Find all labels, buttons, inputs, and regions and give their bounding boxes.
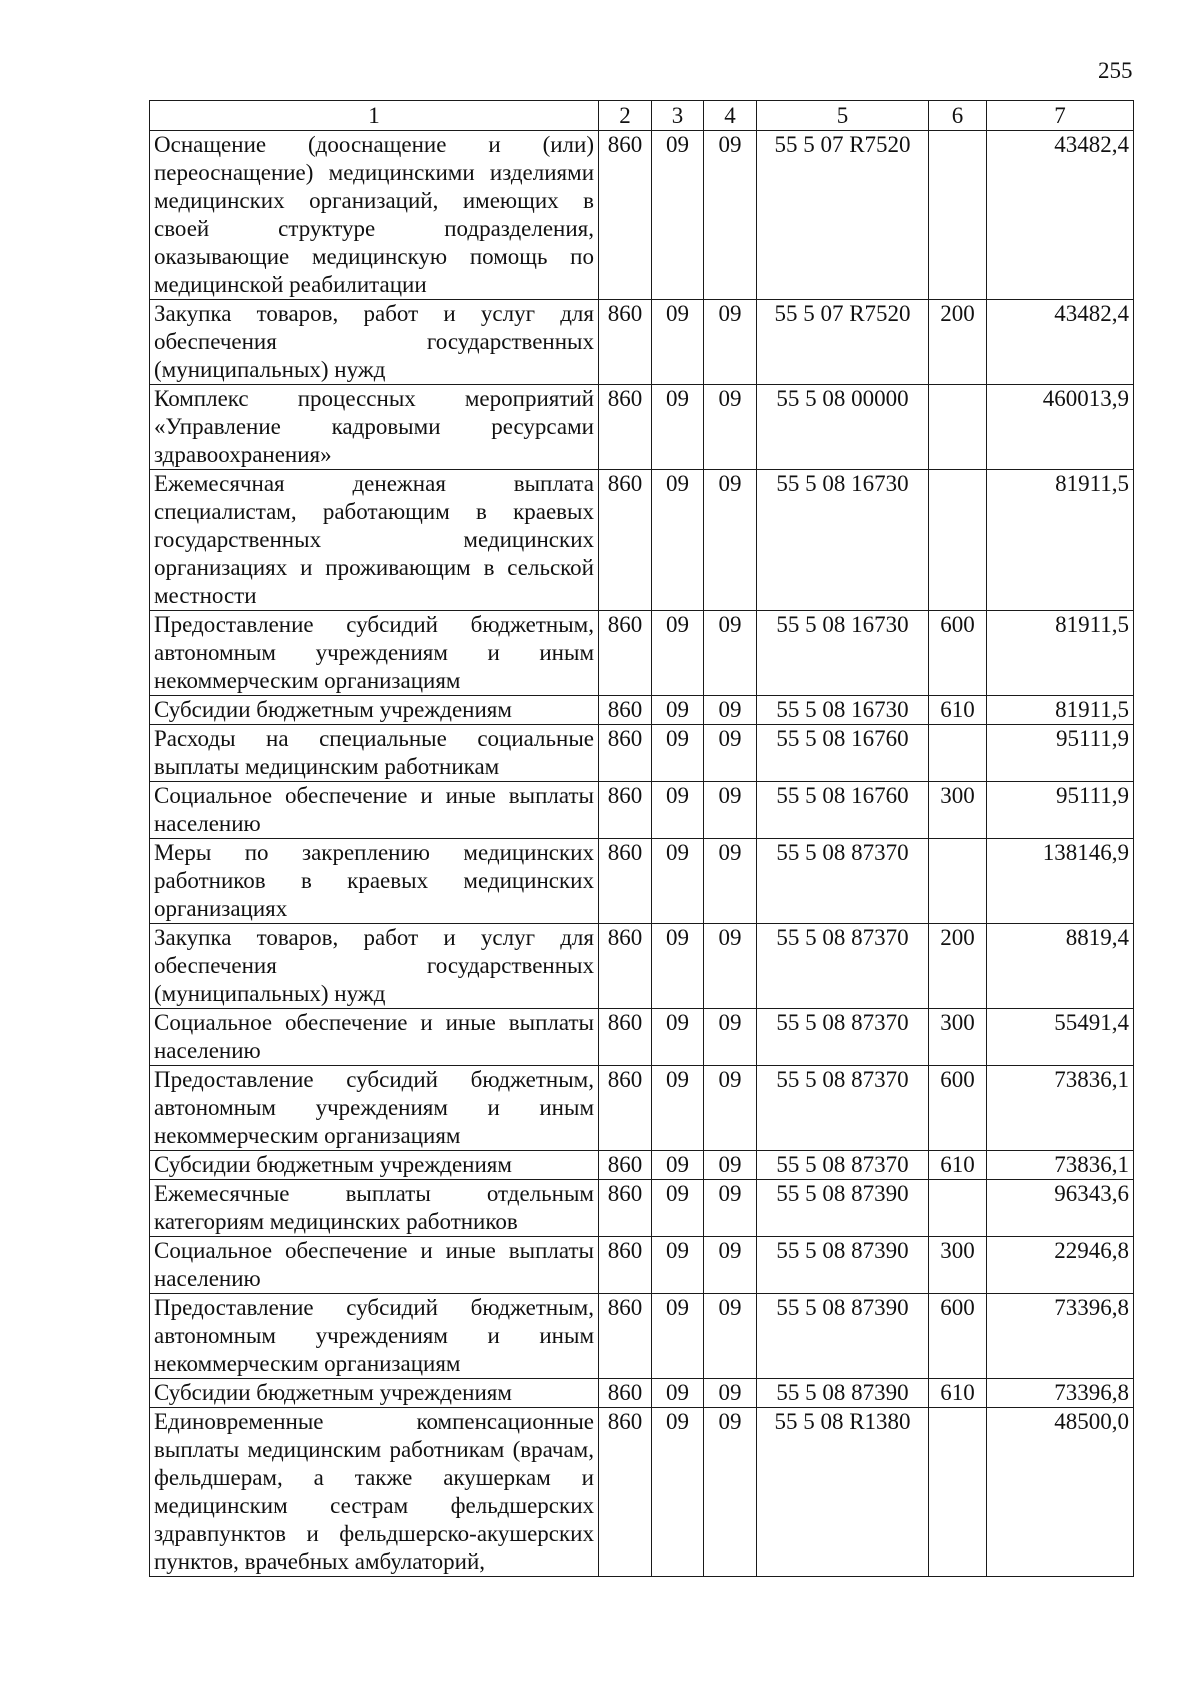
cell-ministry-code: 860: [599, 839, 652, 924]
cell-name: Социальное обеспечение и иные выплаты населению: [150, 782, 599, 839]
cell-target-article: 55 5 07 R7520: [757, 300, 929, 385]
cell-section: 09: [652, 782, 704, 839]
cell-target-article: 55 5 08 87370: [757, 839, 929, 924]
header-col-1: 1: [150, 101, 599, 131]
cell-name: Единовременные компенсационные выплаты медицинским работникам (врачам, фельдшерам, а также акушеркам и медицинским сестрам фельдшерских здравпунктов и фельдшерско-акушерских пунктов, врачебных амбулаторий,: [150, 1408, 599, 1577]
cell-subsection: 09: [704, 1294, 757, 1379]
cell-ministry-code: 860: [599, 1379, 652, 1408]
cell-subsection: 09: [704, 839, 757, 924]
cell-section: 09: [652, 611, 704, 696]
cell-expense-type: [929, 725, 987, 782]
cell-ministry-code: 860: [599, 300, 652, 385]
cell-section: 09: [652, 1379, 704, 1408]
cell-section: 09: [652, 1066, 704, 1151]
table-header-row: [150, 101, 1134, 131]
table-row: [150, 782, 1134, 839]
cell-target-article: 55 5 08 16730: [757, 470, 929, 611]
cell-name: Предоставление субсидий бюджетным, автономным учреждениям и иным некоммерческим организациям: [150, 1066, 599, 1151]
cell-amount: 95111,9: [987, 782, 1134, 839]
cell-subsection: 09: [704, 696, 757, 725]
header-col-4: 4: [704, 101, 757, 131]
cell-target-article: 55 5 08 16760: [757, 725, 929, 782]
cell-target-article: 55 5 08 87370: [757, 924, 929, 1009]
header-col-2: 2: [599, 101, 652, 131]
cell-expense-type: [929, 131, 987, 300]
cell-target-article: 55 5 08 16730: [757, 696, 929, 725]
cell-ministry-code: 860: [599, 1237, 652, 1294]
cell-name: Закупка товаров, работ и услуг для обеспечения государственных (муниципальных) нужд: [150, 924, 599, 1009]
cell-subsection: 09: [704, 1237, 757, 1294]
cell-expense-type: [929, 470, 987, 611]
cell-name: Расходы на специальные социальные выплаты медицинским работникам: [150, 725, 599, 782]
cell-target-article: 55 5 08 87390: [757, 1237, 929, 1294]
cell-amount: 73396,8: [987, 1294, 1134, 1379]
cell-name: Ежемесячные выплаты отдельным категориям медицинских работников: [150, 1180, 599, 1237]
cell-subsection: 09: [704, 1379, 757, 1408]
table-row: [150, 1066, 1134, 1151]
cell-amount: 43482,4: [987, 131, 1134, 300]
cell-amount: 55491,4: [987, 1009, 1134, 1066]
cell-expense-type: 200: [929, 924, 987, 1009]
cell-amount: 81911,5: [987, 470, 1134, 611]
cell-subsection: 09: [704, 611, 757, 696]
cell-target-article: 55 5 08 87370: [757, 1151, 929, 1180]
cell-expense-type: 610: [929, 1151, 987, 1180]
cell-name: Субсидии бюджетным учреждениям: [150, 696, 599, 725]
header-col-3: 3: [652, 101, 704, 131]
cell-amount: 95111,9: [987, 725, 1134, 782]
table-row: [150, 611, 1134, 696]
table-row: [150, 1379, 1134, 1408]
cell-ministry-code: 860: [599, 611, 652, 696]
cell-subsection: 09: [704, 1009, 757, 1066]
cell-section: 09: [652, 839, 704, 924]
cell-section: 09: [652, 131, 704, 300]
cell-amount: 81911,5: [987, 611, 1134, 696]
cell-ministry-code: 860: [599, 1408, 652, 1577]
cell-name: Ежемесячная денежная выплата специалистам, работающим в краевых государственных медицинских организациях и проживающим в сельской местности: [150, 470, 599, 611]
cell-target-article: 55 5 08 R1380: [757, 1408, 929, 1577]
cell-name: Субсидии бюджетным учреждениям: [150, 1151, 599, 1180]
cell-ministry-code: 860: [599, 782, 652, 839]
cell-amount: 73396,8: [987, 1379, 1134, 1408]
cell-ministry-code: 860: [599, 470, 652, 611]
table-row: [150, 924, 1134, 1009]
cell-name: Закупка товаров, работ и услуг для обеспечения государственных (муниципальных) нужд: [150, 300, 599, 385]
cell-target-article: 55 5 08 87390: [757, 1379, 929, 1408]
cell-expense-type: [929, 1180, 987, 1237]
cell-expense-type: 600: [929, 611, 987, 696]
cell-ministry-code: 860: [599, 1066, 652, 1151]
cell-amount: 22946,8: [987, 1237, 1134, 1294]
cell-name: Социальное обеспечение и иные выплаты населению: [150, 1237, 599, 1294]
table-row: [150, 300, 1134, 385]
table-row: [150, 1237, 1134, 1294]
table-row: [150, 1180, 1134, 1237]
cell-name: Субсидии бюджетным учреждениям: [150, 1379, 599, 1408]
cell-section: 09: [652, 1408, 704, 1577]
cell-subsection: 09: [704, 924, 757, 1009]
cell-expense-type: 610: [929, 1379, 987, 1408]
cell-target-article: 55 5 08 87370: [757, 1009, 929, 1066]
cell-expense-type: 300: [929, 1237, 987, 1294]
table-row: [150, 839, 1134, 924]
cell-expense-type: 600: [929, 1066, 987, 1151]
cell-ministry-code: 860: [599, 1009, 652, 1066]
cell-expense-type: [929, 1408, 987, 1577]
cell-expense-type: 200: [929, 300, 987, 385]
cell-section: 09: [652, 300, 704, 385]
cell-amount: 73836,1: [987, 1066, 1134, 1151]
cell-target-article: 55 5 08 87390: [757, 1294, 929, 1379]
cell-amount: 8819,4: [987, 924, 1134, 1009]
cell-amount: 73836,1: [987, 1151, 1134, 1180]
cell-subsection: 09: [704, 470, 757, 611]
cell-name: Предоставление субсидий бюджетным, автономным учреждениям и иным некоммерческим организациям: [150, 1294, 599, 1379]
cell-subsection: 09: [704, 1408, 757, 1577]
cell-section: 09: [652, 1237, 704, 1294]
table-row: [150, 1294, 1134, 1379]
cell-subsection: 09: [704, 131, 757, 300]
cell-subsection: 09: [704, 1066, 757, 1151]
cell-ministry-code: 860: [599, 385, 652, 470]
cell-subsection: 09: [704, 782, 757, 839]
cell-ministry-code: 860: [599, 696, 652, 725]
table-row: [150, 131, 1134, 300]
cell-section: 09: [652, 385, 704, 470]
cell-name: Социальное обеспечение и иные выплаты населению: [150, 1009, 599, 1066]
cell-section: 09: [652, 1009, 704, 1066]
table-row: [150, 1009, 1134, 1066]
table-row: [150, 1151, 1134, 1180]
table-row: [150, 725, 1134, 782]
cell-target-article: 55 5 08 16760: [757, 782, 929, 839]
cell-section: 09: [652, 696, 704, 725]
cell-ministry-code: 860: [599, 1180, 652, 1237]
cell-section: 09: [652, 725, 704, 782]
table-body: [150, 131, 1134, 1577]
cell-ministry-code: 860: [599, 1151, 652, 1180]
table-row: [150, 470, 1134, 611]
cell-amount: 81911,5: [987, 696, 1134, 725]
header-col-5: 5: [757, 101, 929, 131]
cell-amount: 43482,4: [987, 300, 1134, 385]
cell-section: 09: [652, 470, 704, 611]
cell-name: Меры по закреплению медицинских работников в краевых медицинских организациях: [150, 839, 599, 924]
cell-amount: 460013,9: [987, 385, 1134, 470]
cell-section: 09: [652, 924, 704, 1009]
header-col-7: 7: [987, 101, 1134, 131]
cell-amount: 48500,0: [987, 1408, 1134, 1577]
cell-amount: 138146,9: [987, 839, 1134, 924]
cell-expense-type: [929, 385, 987, 470]
cell-ministry-code: 860: [599, 131, 652, 300]
table-row: [150, 385, 1134, 470]
cell-subsection: 09: [704, 300, 757, 385]
cell-ministry-code: 860: [599, 725, 652, 782]
cell-ministry-code: 860: [599, 924, 652, 1009]
cell-ministry-code: 860: [599, 1294, 652, 1379]
cell-expense-type: 300: [929, 782, 987, 839]
cell-target-article: 55 5 07 R7520: [757, 131, 929, 300]
cell-expense-type: 600: [929, 1294, 987, 1379]
cell-name: Предоставление субсидий бюджетным, автономным учреждениям и иным некоммерческим организациям: [150, 611, 599, 696]
cell-subsection: 09: [704, 725, 757, 782]
cell-subsection: 09: [704, 1180, 757, 1237]
page-number: 255: [1098, 58, 1133, 83]
header-col-6: 6: [929, 101, 987, 131]
cell-target-article: 55 5 08 87370: [757, 1066, 929, 1151]
cell-target-article: 55 5 08 00000: [757, 385, 929, 470]
cell-expense-type: 610: [929, 696, 987, 725]
cell-section: 09: [652, 1294, 704, 1379]
cell-target-article: 55 5 08 87390: [757, 1180, 929, 1237]
cell-subsection: 09: [704, 1151, 757, 1180]
cell-name: Комплекс процессных мероприятий «Управление кадровыми ресурсами здравоохранения»: [150, 385, 599, 470]
cell-name: Оснащение (дооснащение и (или) переоснащение) медицинскими изделиями медицинских организаций, имеющих в своей структуре подразделения, оказывающие медицинскую помощь по медицинской реабилитации: [150, 131, 599, 300]
cell-section: 09: [652, 1151, 704, 1180]
cell-amount: 96343,6: [987, 1180, 1134, 1237]
cell-expense-type: 300: [929, 1009, 987, 1066]
table-row: [150, 1408, 1134, 1577]
cell-subsection: 09: [704, 385, 757, 470]
cell-expense-type: [929, 839, 987, 924]
budget-table: [149, 100, 1134, 1577]
cell-target-article: 55 5 08 16730: [757, 611, 929, 696]
table-row: [150, 696, 1134, 725]
cell-section: 09: [652, 1180, 704, 1237]
